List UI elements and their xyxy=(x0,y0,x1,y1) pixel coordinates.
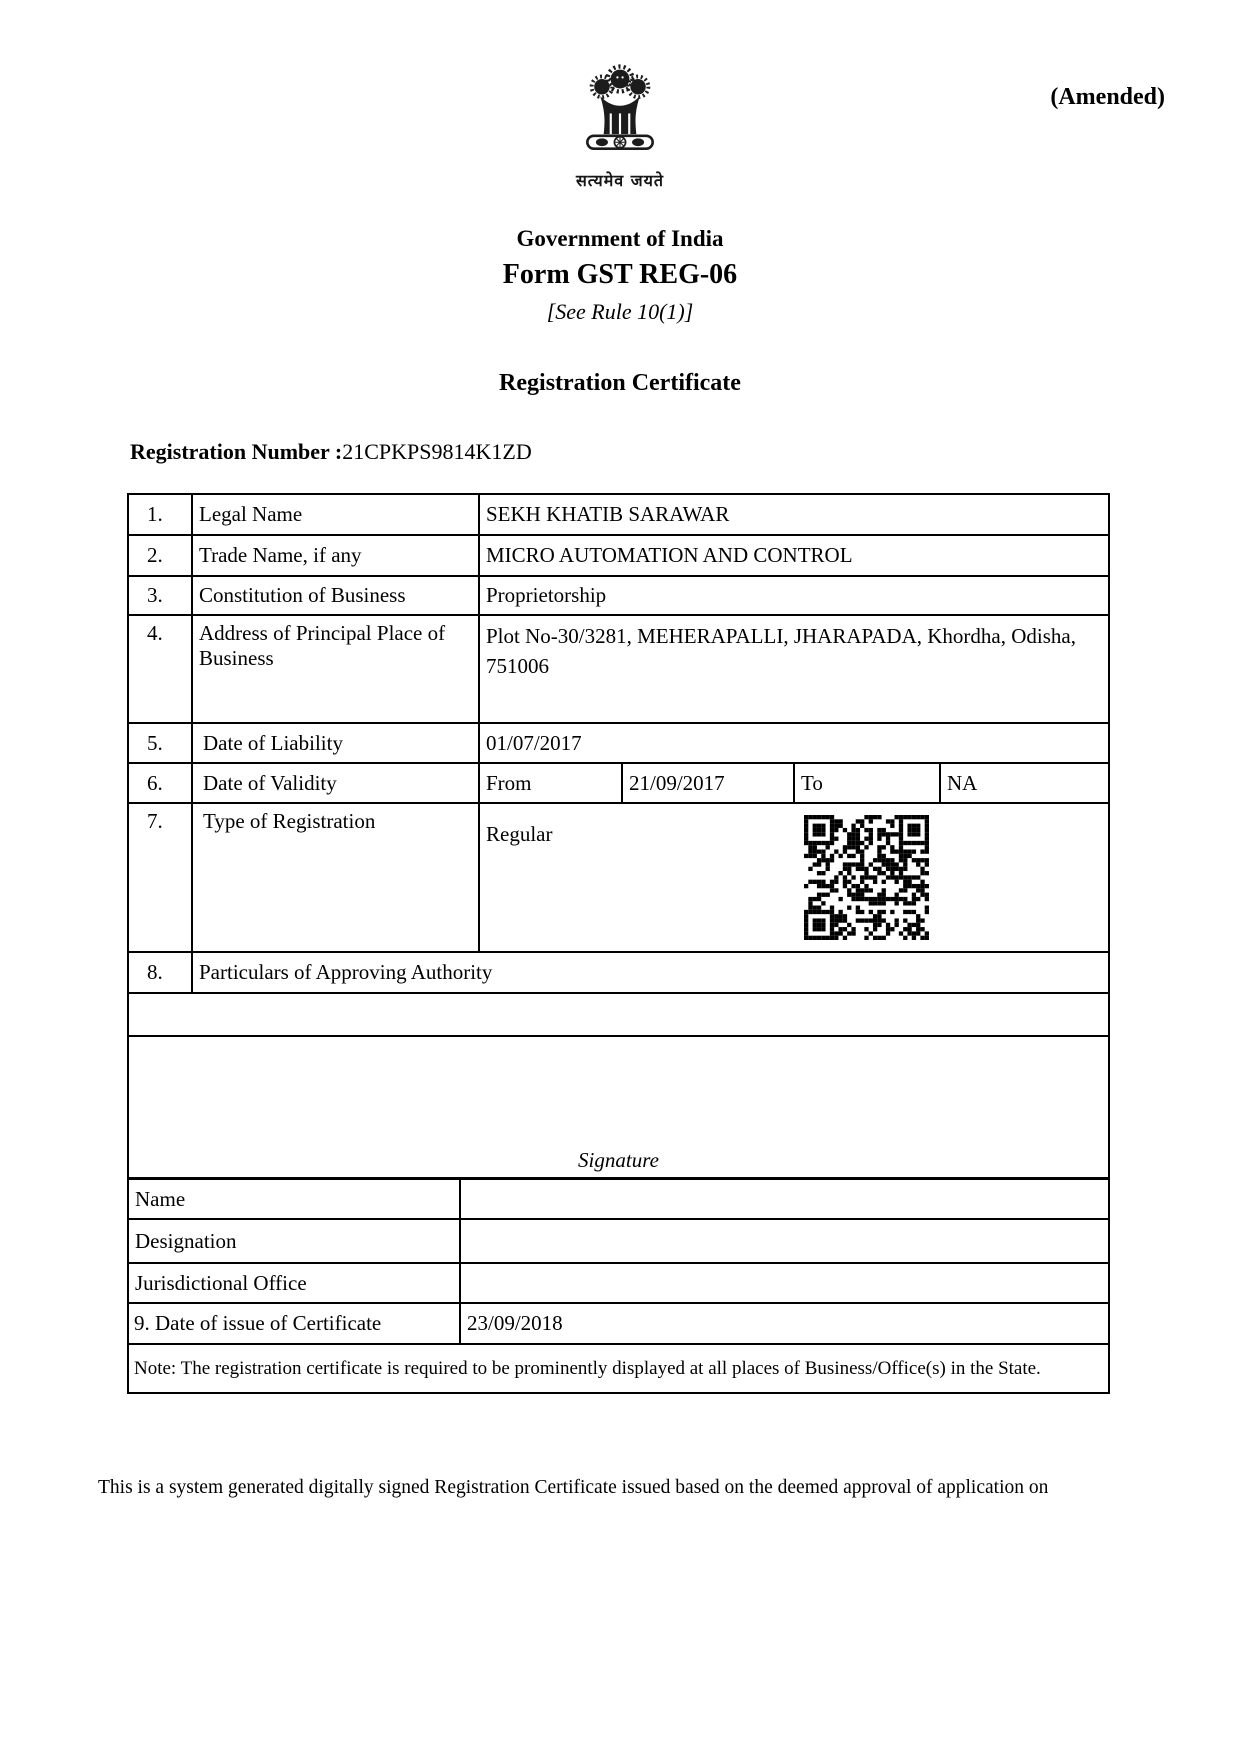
row-number-cell: 7. xyxy=(129,804,193,951)
registration-number-line xyxy=(130,439,532,465)
to-label-cell: To xyxy=(795,764,941,802)
qr-code xyxy=(804,815,929,940)
row-number-cell: 2. xyxy=(129,536,193,575)
table-row-legal-name xyxy=(129,495,1108,536)
signature-block xyxy=(129,1037,1108,1180)
registration-number-label: Registration Number : xyxy=(130,439,343,464)
row-number-cell: 6. xyxy=(129,764,193,802)
row-label-cell: Name xyxy=(129,1180,461,1218)
row-value-cell xyxy=(461,1220,1108,1262)
row-label-cell: Legal Name xyxy=(193,495,480,534)
table-row-registration-type xyxy=(129,804,1108,953)
row-value-cell xyxy=(461,1180,1108,1218)
table-row-constitution xyxy=(129,577,1108,616)
row-label-cell: Particulars of Approving Authority xyxy=(199,960,493,984)
table-row-name xyxy=(129,1180,1108,1220)
amended-label: (Amended) xyxy=(1050,84,1165,110)
table-row-issue-date xyxy=(129,1304,1108,1345)
table-row-trade-name xyxy=(129,536,1108,577)
row-value-cell: SEKH KHATIB SARAWAR xyxy=(486,502,730,526)
row-label-cell: Designation xyxy=(129,1220,461,1262)
spacer-row xyxy=(129,994,1108,1037)
row-label-cell: Address of Principal Place of Business xyxy=(193,616,480,722)
row-number-cell: 4. xyxy=(129,616,193,722)
row-number-cell: 5. xyxy=(129,724,193,762)
row-number-cell: 3. xyxy=(129,577,193,614)
row-value-cell: MICRO AUTOMATION AND CONTROL xyxy=(486,543,853,567)
empty-cell xyxy=(129,994,1108,1035)
note-text: Note: The registration certificate is required to be prominently displayed at all places of Business/Office(s) in the State. xyxy=(134,1357,1041,1379)
row-label-cell: Constitution of Business xyxy=(193,577,480,614)
row-value-cell: Plot No-30/3281, MEHERAPALLI, JHARAPADA, Khordha, Odisha, 751006 xyxy=(486,624,1076,679)
registration-table xyxy=(127,493,1110,1394)
registration-number-value: 21CPKPS9814K1ZD xyxy=(342,439,532,464)
certificate-title: Registration Certificate xyxy=(499,370,741,396)
row-value-cell: 23/09/2018 xyxy=(467,1311,563,1335)
row-label-cell: Jurisdictional Office xyxy=(129,1264,461,1302)
from-label-cell: From xyxy=(480,764,623,802)
government-of-india-title: Government of India xyxy=(516,226,724,251)
row-label-cell: 9. Date of issue of Certificate xyxy=(129,1304,461,1343)
table-row-jurisdictional-office xyxy=(129,1264,1108,1304)
lion-capital-icon xyxy=(577,60,663,160)
table-row-approving-authority xyxy=(129,953,1108,994)
signature-label: Signature xyxy=(578,1148,659,1172)
table-row-address xyxy=(129,616,1108,724)
row-label-cell: Date of Liability xyxy=(193,724,480,762)
table-row-designation xyxy=(129,1220,1108,1264)
row-value-cell xyxy=(480,804,1108,951)
note-row xyxy=(129,1345,1108,1392)
satyameva-jayate-motto: सत्यमेव जयते xyxy=(575,171,665,190)
row-value-cell: 01/07/2017 xyxy=(486,730,582,755)
row-label-cell: Date of Validity xyxy=(193,764,480,802)
table-row-validity xyxy=(129,764,1108,804)
to-value-cell: NA xyxy=(947,770,978,795)
row-label-cell: Trade Name, if any xyxy=(193,536,480,575)
from-value-cell: 21/09/2017 xyxy=(623,764,795,802)
row-number-cell: 8. xyxy=(129,953,193,992)
emblem-of-india xyxy=(0,60,1240,191)
row-label-cell: Type of Registration xyxy=(193,804,480,951)
form-title: Form GST REG-06 xyxy=(502,259,738,290)
rule-reference: [See Rule 10(1)] xyxy=(546,299,694,324)
disclaimer-text: This is a system generated digitally signed Registration Certificate issued based on the deemed approval of application on xyxy=(98,1477,1049,1498)
row-number-cell: 1. xyxy=(129,495,193,534)
table-row-liability xyxy=(129,724,1108,764)
row-value-cell: Proprietorship xyxy=(486,583,607,607)
row-value-cell xyxy=(461,1264,1108,1302)
registration-type-value: Regular xyxy=(486,822,553,846)
